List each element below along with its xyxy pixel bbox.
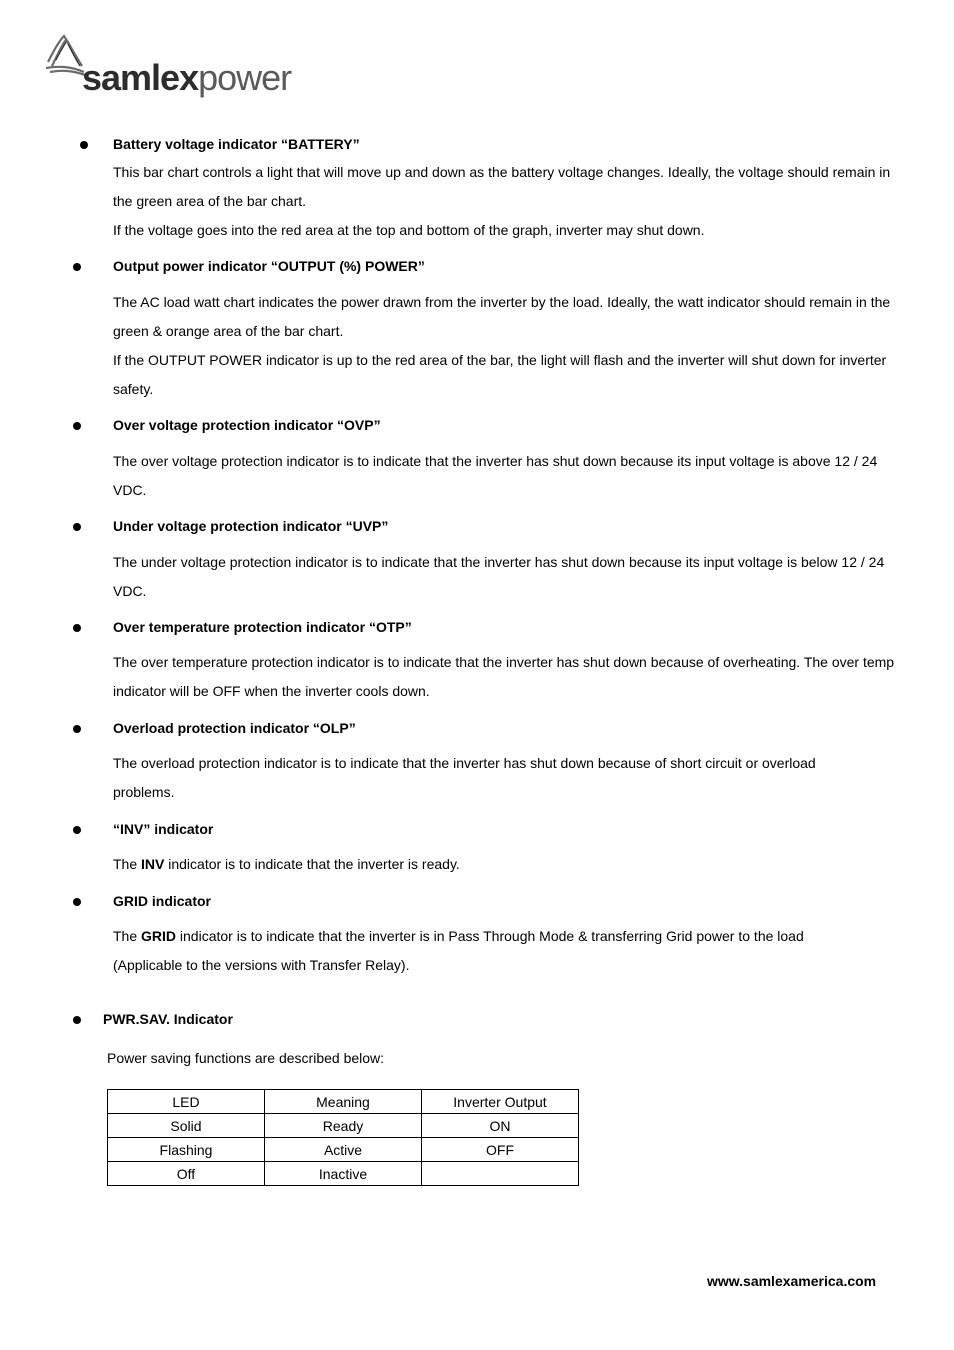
table-header-cell: Inverter Output xyxy=(422,1090,579,1114)
logo-wordmark xyxy=(82,57,292,98)
table-cell: Active xyxy=(265,1138,422,1162)
paragraph: Power saving functions are described below: xyxy=(107,1050,385,1066)
bullet xyxy=(73,826,81,834)
paragraph xyxy=(113,850,913,879)
paragraph-bold: GRID xyxy=(141,928,177,944)
section-heading-grid: GRID indicator xyxy=(113,893,212,909)
table-cell: Off xyxy=(108,1162,265,1186)
table-cell: Ready xyxy=(265,1114,422,1138)
section-body-olp xyxy=(113,749,873,807)
section-body-inv xyxy=(113,850,913,879)
paragraph: The AC load watt chart indicates the power drawn from the inverter by the load. Ideally, the watt indicator should remain in the green & orange area of the bar chart. xyxy=(113,294,891,339)
paragraph: If the OUTPUT POWER indicator is up to the red area of the bar, the light will flash and the inverter will shut down for inverter safety. xyxy=(113,352,887,397)
paragraph-bold: INV xyxy=(141,856,165,872)
power-saving-table xyxy=(107,1089,579,1186)
section-body-pwr-sav xyxy=(107,1044,907,1073)
paragraph xyxy=(113,922,873,980)
paragraph: The overload protection indicator is to indicate that the inverter has shut down because of short circuit or overload problems. xyxy=(113,755,816,800)
paragraph: This bar chart controls a light that will move up and down as the battery voltage changes. Ideally, the voltage should remain in the green area of the bar chart. xyxy=(113,164,891,209)
logo-bold-text: samlex xyxy=(82,57,199,98)
bullet xyxy=(80,141,88,149)
section-heading-uvp: Under voltage protection indicator “UVP” xyxy=(113,518,389,534)
section-heading-inv: “INV” indicator xyxy=(113,821,214,837)
paragraph-suffix: indicator is to indicate that the inverter is ready. xyxy=(164,856,460,872)
section-body-battery xyxy=(113,158,913,245)
bullet xyxy=(73,523,81,531)
paragraph: The over voltage protection indicator is to indicate that the inverter has shut down because its input voltage is above 12 / 24 VDC. xyxy=(113,453,878,498)
table-cell: Solid xyxy=(108,1114,265,1138)
table-row xyxy=(108,1162,579,1186)
table-cell: OFF xyxy=(422,1138,579,1162)
bullet xyxy=(73,422,81,430)
table-header-row xyxy=(108,1090,579,1114)
paragraph: The over temperature protection indicator is to indicate that the inverter has shut down because of overheating. The over temp indicator will be OFF when the inverter cools down. xyxy=(113,654,895,699)
section-body-output-power xyxy=(113,288,913,404)
paragraph: If the voltage goes into the red area at the top and bottom of the graph, inverter may shut down. xyxy=(113,222,705,238)
section-heading-ovp: Over voltage protection indicator “OVP” xyxy=(113,417,381,433)
section-body-uvp xyxy=(113,548,913,606)
section-heading-battery: Battery voltage indicator “BATTERY” xyxy=(113,136,360,152)
bullet xyxy=(73,725,81,733)
paragraph-prefix: The xyxy=(113,928,142,944)
section-heading-pwr-sav: PWR.SAV. Indicator xyxy=(103,1011,233,1027)
paragraph: The under voltage protection indicator is to indicate that the inverter has shut down because its input voltage is below 12 / 24 VDC. xyxy=(113,554,885,599)
section-heading-output-power: Output power indicator “OUTPUT (%) POWER” xyxy=(113,258,425,274)
bullet xyxy=(73,1016,81,1024)
table-cell: Flashing xyxy=(108,1138,265,1162)
bullet xyxy=(73,624,81,632)
section-body-ovp xyxy=(113,447,913,505)
table-header-cell: Meaning xyxy=(265,1090,422,1114)
section-body-grid xyxy=(113,922,873,980)
table-cell: Inactive xyxy=(265,1162,422,1186)
section-heading-otp: Over temperature protection indicator “OTP” xyxy=(113,619,412,635)
section-heading-olp: Overload protection indicator “OLP” xyxy=(113,720,356,736)
table-cell xyxy=(422,1162,579,1186)
table-header-cell: LED xyxy=(108,1090,265,1114)
bullet xyxy=(73,898,81,906)
samlex-logo xyxy=(44,32,334,104)
table-row xyxy=(108,1138,579,1162)
footer-website: www.samlexamerica.com xyxy=(707,1273,877,1289)
table-cell: ON xyxy=(422,1114,579,1138)
paragraph-prefix: The xyxy=(113,856,142,872)
section-body-otp xyxy=(113,648,913,706)
bullet xyxy=(73,263,81,271)
logo-light-text: power xyxy=(198,57,292,98)
paragraph-suffix: indicator is to indicate that the inverter is in Pass Through Mode & transferring Grid power to the load (Applicable to the versions with Transfer Relay). xyxy=(113,928,804,973)
table-row xyxy=(108,1114,579,1138)
